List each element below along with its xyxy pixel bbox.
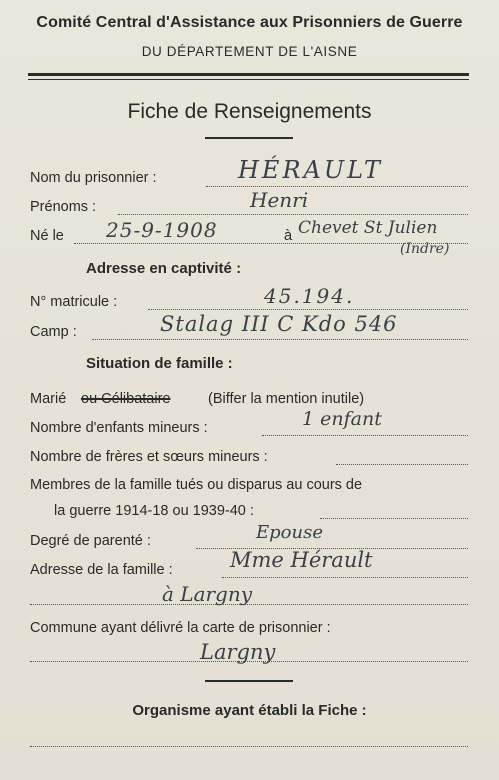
celibataire-struck: ou Célibataire [81, 391, 171, 407]
ne-label: Né le [30, 228, 64, 244]
family-losses-label-2: la guerre 1914-18 ou 1939-40 : [54, 503, 254, 519]
prenoms-label: Prénoms : [30, 199, 97, 215]
kinship-value: Epouse [256, 522, 323, 543]
header-rule-thick [28, 73, 469, 76]
form-title: Fiche de Renseignements [127, 100, 372, 123]
ne-a-label: à [284, 228, 293, 244]
matricule-label: N° matricule : [30, 294, 118, 310]
family-situation-heading: Situation de famille : [86, 355, 233, 372]
prenoms-line [118, 214, 468, 215]
camp-value: Stalag III C Kdo 546 [160, 312, 398, 336]
nom-line [206, 186, 468, 187]
matricule-line [148, 309, 468, 310]
siblings-line [336, 464, 468, 465]
ne-date-value: 25-9-1908 [106, 218, 218, 242]
organisme-heading: Organisme ayant établi la Fiche : [132, 702, 367, 719]
organisme-line [30, 746, 468, 747]
prenoms-value: Henri [250, 188, 309, 212]
children-value: 1 enfant [302, 408, 382, 430]
family-address-value-1: Mme Hérault [230, 548, 373, 572]
department-header: DU DÉPARTEMENT DE L'AISNE [141, 44, 358, 59]
section-divider [205, 680, 293, 682]
nom-value: HÉRAULT [238, 156, 384, 184]
children-label: Nombre d'enfants mineurs : [30, 420, 208, 436]
family-losses-line [320, 518, 468, 519]
captivity-address-heading: Adresse en captivité : [86, 260, 242, 277]
commune-value: Largny [200, 640, 276, 664]
family-losses-label-1: Membres de la famille tués ou disparus au cours de [30, 477, 363, 493]
commune-label: Commune ayant délivré la carte de prisonnier : [30, 620, 331, 636]
family-address-value-2: à Largny [162, 582, 253, 606]
biffer-note: (Biffer la mention inutile) [208, 391, 365, 407]
family-address-label: Adresse de la famille : [30, 562, 173, 578]
nom-label: Nom du prisonnier : [30, 170, 157, 186]
kinship-label: Degré de parenté : [30, 533, 151, 549]
title-underline [205, 137, 293, 139]
camp-label: Camp : [30, 324, 77, 340]
children-line [262, 435, 468, 436]
marie-label: Marié [30, 391, 67, 407]
family-address-line-1 [222, 577, 468, 578]
ne-place-note: (Indre) [400, 241, 450, 257]
ne-place-value: Chevet St Julien [298, 218, 438, 238]
header-rule-thin [28, 79, 469, 80]
siblings-label: Nombre de frères et sœurs mineurs : [30, 449, 268, 465]
camp-line [92, 339, 468, 340]
matricule-value: 45.194. [264, 284, 355, 308]
committee-header: Comité Central d'Assistance aux Prisonniers de Guerre [36, 14, 463, 31]
